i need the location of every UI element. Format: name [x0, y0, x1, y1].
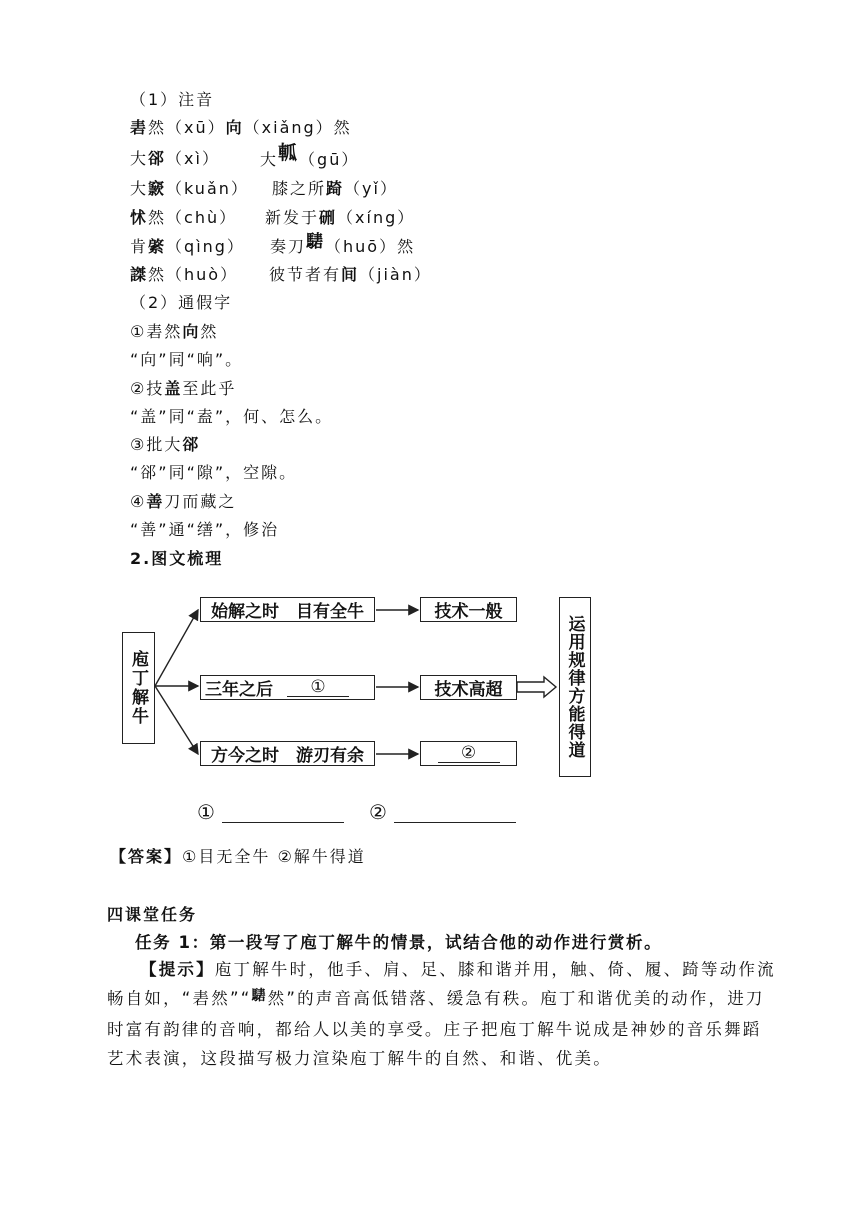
hint-text-a: 庖丁解牛时，他手、肩、足、膝和谐并用，触、倚、履、踦等动作流畅自如，“砉然”“	[107, 960, 776, 1008]
pron-text: （xì）	[166, 149, 220, 168]
diagram-result1-box: 技术一般	[420, 597, 517, 622]
gu-glyph: 軱	[278, 142, 300, 164]
pron-row-2	[130, 148, 220, 170]
tongjia-item-3	[130, 434, 200, 456]
tongjia-text: 然	[200, 322, 219, 341]
diagram-row2-box	[200, 675, 375, 700]
pron-row-2b	[260, 142, 360, 171]
pron-text: 大	[130, 149, 149, 168]
pron-text: 大	[130, 179, 149, 198]
diagram-row3-box: 方今之时 游刃有余	[200, 741, 375, 766]
pron-char: 踦	[326, 179, 345, 198]
pron-text: 然（xū）	[148, 118, 226, 137]
pron-text: （gū）	[299, 150, 360, 169]
blank-2-line[interactable]	[394, 822, 516, 823]
pron-text: 膝之所	[272, 179, 327, 198]
pron-char: 向	[225, 118, 244, 137]
pron-char: 綮	[148, 237, 167, 256]
pron-row-6b	[269, 264, 432, 286]
diagram-right-box: 运用规律方能得道	[559, 597, 591, 777]
pron-text: （jiàn）	[359, 265, 432, 284]
pron-text: 然（huò）	[148, 265, 239, 284]
tongjia-heading: （2）通假字	[130, 293, 233, 312]
pron-text: 彼节者有	[269, 265, 342, 284]
tongjia-char: 盖	[164, 379, 183, 398]
pron-row-6	[130, 264, 238, 286]
diagram-result2-box: 技术高超	[420, 675, 517, 700]
diagram-row1-box: 始解之时 目有全牛	[200, 597, 375, 622]
tongjia-char: 向	[182, 322, 201, 341]
pron-row-3	[130, 178, 249, 200]
tongjia-char: 善	[146, 492, 165, 511]
blank-1-line[interactable]	[222, 822, 344, 823]
tongjia-char: 郤	[182, 435, 201, 454]
pron-char: 郤	[148, 149, 167, 168]
pron-text: （kuǎn）	[166, 179, 249, 198]
pron-text: 然（chù）	[148, 208, 238, 227]
tongjia-item-4	[130, 491, 236, 513]
tongjia-note-1: “向”同“响”。	[130, 350, 244, 369]
pron-row-5b	[270, 232, 416, 258]
answer-text: ①目无全牛 ②解牛得道	[182, 847, 366, 866]
section4-title: 四课堂任务	[107, 905, 198, 924]
pron-text: （qìng）	[166, 237, 245, 256]
diagram-row3-blank: ②	[438, 744, 500, 763]
hint-label: 【提示】	[140, 960, 215, 979]
answer-label: 【答案】	[110, 847, 183, 866]
pron-text: （huō）然	[325, 237, 416, 256]
tongjia-text: 至此乎	[182, 379, 237, 398]
tongjia-item-1	[130, 321, 218, 343]
tongjia-note-4: “善”通“缮”，修治	[130, 520, 280, 539]
pron-char: 硎	[319, 208, 338, 227]
task1-hint	[107, 955, 777, 1073]
pron-row-5	[130, 236, 245, 258]
huo-glyph-inline: 騞	[251, 988, 268, 1004]
pron-char: 窾	[148, 179, 167, 198]
pron-text: （xiǎng）然	[243, 118, 352, 137]
pron-char: 砉	[130, 118, 149, 137]
tongjia-note-3: “郤”同“隙”，空隙。	[130, 463, 298, 482]
tongjia-text: ①砉然	[130, 322, 183, 341]
diagram-result3-box	[420, 741, 517, 766]
pron-text: 奏刀	[270, 237, 307, 256]
hint-text-b: 然”的声音高低错落、缓急有秩。庖丁和谐优美的动作，进刀时富有韵律的音响，都给人以美的享受。庄子把庖丁解牛说成是神妙的音乐舞蹈艺术表演，这段描写极力渲染庖丁解牛的自然、和谐、优美。	[107, 989, 765, 1068]
tongjia-text: ②技	[130, 379, 165, 398]
diagram-row2-label: 三年之后	[205, 680, 273, 700]
diagram-row2-blank: ①	[287, 678, 349, 697]
flow-diagram	[118, 586, 598, 786]
tongjia-item-2	[130, 378, 236, 400]
pron-text: 新发于	[265, 208, 320, 227]
pron-char: 间	[341, 265, 360, 284]
tongjia-note-2: “盖”同“盍”，何、怎么。	[130, 407, 334, 426]
task1-title: 任务 1：第一段写了庖丁解牛的情景，试结合他的动作进行赏析。	[135, 933, 663, 952]
huo-glyph: 騞	[306, 232, 326, 252]
pron-char: 怵	[130, 208, 149, 227]
section-title: 2.图文梳理	[130, 549, 224, 568]
pronunciation-heading: （1）注音	[130, 90, 215, 109]
tongjia-text: 刀而藏之	[164, 492, 237, 511]
pron-row-4	[130, 207, 237, 229]
pron-char: 謋	[130, 265, 149, 284]
diagram-left-box: 庖丁解牛	[122, 632, 155, 744]
tongjia-text: ④	[130, 492, 147, 511]
blank-2-label: ②	[369, 800, 387, 824]
answer-line	[110, 846, 366, 868]
pron-text: 肯	[130, 237, 149, 256]
pron-text: 大	[260, 150, 279, 169]
pron-row-4b	[265, 207, 415, 229]
pron-text: （yǐ）	[344, 179, 398, 198]
pron-row-3b	[272, 178, 398, 200]
pron-text: （xíng）	[337, 208, 416, 227]
blank-1-label: ①	[197, 800, 215, 824]
pron-row-1	[130, 117, 352, 139]
tongjia-text: ③批大	[130, 435, 183, 454]
